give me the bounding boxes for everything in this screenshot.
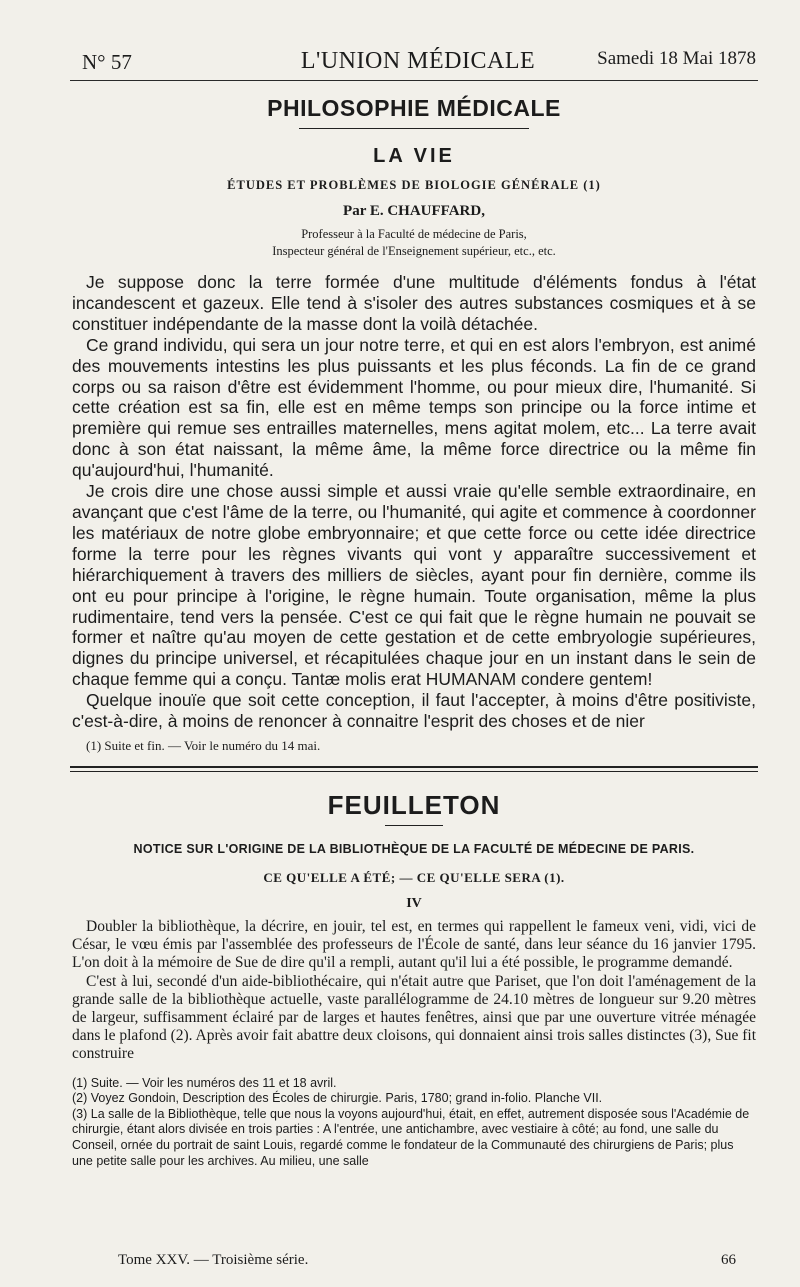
page-number: 66 <box>721 1252 736 1268</box>
masthead-rule <box>70 80 758 81</box>
notice-title: NOTICE SUR L'ORIGINE DE LA BIBLIOTHÈQUE DE LA FACULTÉ DE MÉDECINE DE PARIS. <box>133 841 695 856</box>
feuilleton-paragraph: C'est à lui, secondé d'un aide-bibliothécaire, qui n'était autre que Pariset, que l'on doit l'aménagement de la grande salle de la bibliothèque actuelle, vaste parallélogramme de 24.10 mètres de longueur sur 9.20 mètres de largeur, suffisamment éclairé par de larges et hautes fenêtres, ainsi que par une ouverture vitrée ménagée dans le plafond (2). Après avoir fait abattre deux cloisons, qui donnaient ainsi trois salles distinctes (3), Sue fit construire <box>72 972 756 1063</box>
masthead <box>72 42 756 80</box>
chapter-number: IV <box>406 895 422 911</box>
section-title: PHILOSOPHIE MÉDICALE <box>267 95 561 121</box>
article-paragraph: Quelque inouïe que soit cette conception, il faut l'accepter, à moins d'être positiviste, c'est-à-dire, à moins de renoncer à connaitre l'esprit des choses et de nier <box>72 690 756 732</box>
article-paragraph: Je crois dire une chose aussi simple et aussi vraie qu'elle semble extraordinaire, en avançant que c'est l'âme de la terre, ou l'humanité, qui agite et commence à coordonner les matériaux de notre globe embryonnaire; et que cette force ou cette idée directrice forme la terre pour les règnes vivants qui vont y apparaître successivement et hiérarchiquement à travers des milliers de siècles, ayant pour fin dernière, comme ils ont eu pour principe à l'origine, le règne humain. Toute organisation, même la plus rudimentaire, tend vers la pensée. C'est ce qui fait que le règne humain ne pouvait se former et naître qu'au moyen de cette gestation et de cette embryologie supérieures, dignes du principe universel, et récapitulées chaque jour en un instant dans le sein de chaque femme qui a conçu. Tantæ molis erat HUMANAM condere gentem! <box>72 481 756 690</box>
journal-title: L'UNION MÉDICALE <box>300 48 536 74</box>
feuilleton-notes <box>72 1076 756 1170</box>
article-paragraph: Ce grand individu, qui sera un jour notre terre, et qui en est alors l'embryon, est animé des mouvements intestins les plus puissants et les plus féconds. La fin de ce grand corps ou sa raison d'être est évidemment l'homme, ou pour mieux dire, l'humanité. Si cette création est sa fin, elle est en même temps son principe ou la force intime et première qui remue ses entrailles maternelles, mens agitat molem, etc... La terre avait donc à son état naissant, la même âme, la même force directrice ou la même fin qu'aujourd'hui, l'humanité. <box>72 334 756 481</box>
notice-subtitle: CE QU'ELLE A ÉTÉ; — CE QU'ELLE SERA (1). <box>263 869 565 885</box>
article-byline: Par E. CHAUFFARD, <box>343 203 485 219</box>
issue-date: Samedi 18 Mai 1878 <box>597 48 756 69</box>
section-rule <box>299 128 529 129</box>
article-footnote: (1) Suite et fin. — Voir le numéro du 14 mai. <box>86 737 321 753</box>
affiliation-line: Inspecteur général de l'Enseignement supérieur, etc., etc. <box>272 244 556 258</box>
feuilleton-note: (1) Suite. — Voir les numéros des 11 et 18 avril. <box>72 1075 337 1090</box>
feuilleton-paragraph: Doubler la bibliothèque, la décrire, en jouir, tel est, en termes qui rappellent le fameux veni, vidi, vici de César, le vœu émis par l'assemblée des professeurs de l'École de santé, dans leur séance du 16 janvier 1795. L'on doit à la mémoire de Sue de dire qu'il a rempli, autant qu'il lui a été possible, le programme demandé. <box>72 917 756 972</box>
volume-label: Tome XXV. — Troisième série. <box>118 1252 309 1268</box>
feuilleton-rule <box>385 825 443 826</box>
issue-number: N° 57 <box>82 50 132 74</box>
article-body <box>72 272 756 732</box>
feuilleton-note: (3) La salle de la Bibliothèque, telle que nous la voyons aujourd'hui, était, en effet, autrement disposée sous l'Académie de chirurgie, étant alors divisée en trois parties : A l'entrée, une antichambre, avec vestiaire à côté; au fond, une salle du Conseil, ornée du portrait de saint Louis, regardé comme le fondateur de la Communauté des chirurgiens de Paris; plus une petite salle pour les archives. Au milieu, une salle <box>72 1106 750 1168</box>
feuilleton-divider <box>70 766 758 772</box>
article-title: LA VIE <box>373 145 455 167</box>
feuilleton-body <box>72 918 756 1064</box>
article-subtitle: ÉTUDES ET PROBLÈMES DE BIOLOGIE GÉNÉRALE (1) <box>227 178 601 192</box>
author-affiliation <box>72 226 756 260</box>
feuilleton-heading: FEUILLETON <box>327 789 501 820</box>
affiliation-line: Professeur à la Faculté de médecine de Paris, <box>301 227 527 241</box>
feuilleton-note: (2) Voyez Gondoin, Description des Écoles de chirurgie. Paris, 1780; grand in-folio. Planche VII. <box>72 1091 603 1106</box>
article-paragraph: Je suppose donc la terre formée d'une multitude d'éléments fondus à l'état incandescent et gazeux. Elle tend à s'isoler des autres substances cosmiques et à se constituer indépendante de la masse dont la voilà détachée. <box>72 272 756 334</box>
